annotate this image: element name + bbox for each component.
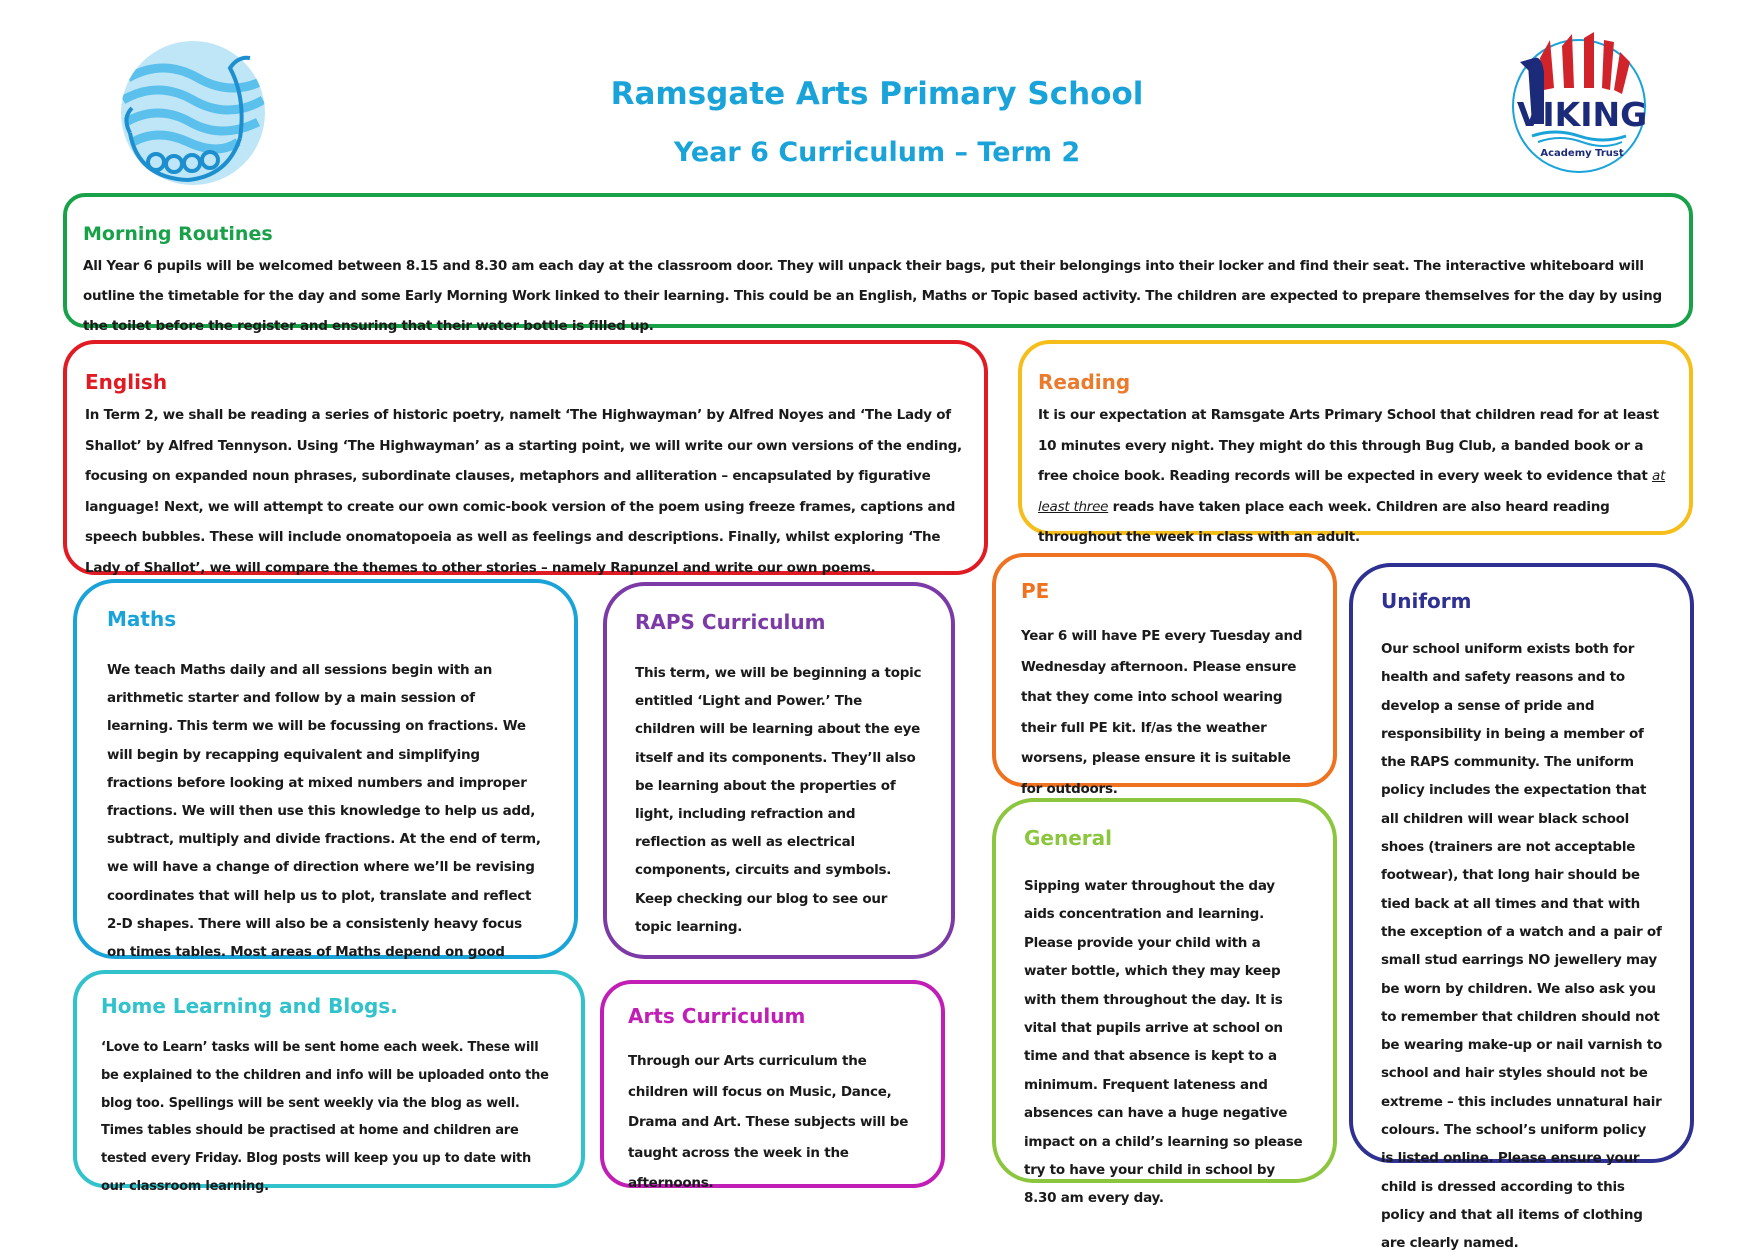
- reading-emphasis: at least three: [1038, 468, 1666, 515]
- uniform-text: Our school uniform exists both for health and safety reasons and to develop a sense of pride and responsibility in being a member of the RAPS community. The uniform policy includes the expectation that all children will wear black school shoes (trainers are not acceptable footwear), that long hair should be tied back at all times and that with the exception of a watch and a pair of small stud earrings NO jewellery may be worn by children. We also ask you to remember that children should not be wearing make-up or nail varnish to school and hair styles should not be extreme – this includes unnatural hair colours. The school’s uniform policy is listed online. Please ensure your child is dressed according to this policy and that all items of clothing are clearly named.: [1381, 641, 1662, 1252]
- general-heading: General: [1024, 826, 1112, 850]
- maths-heading: Maths: [107, 607, 177, 631]
- logo-tagline-text: Academy Trust: [1540, 148, 1624, 159]
- maths-panel: [73, 579, 578, 959]
- raps-curriculum-panel: [603, 582, 955, 959]
- arts-curriculum-heading: Arts Curriculum: [628, 1004, 806, 1028]
- morning-routines-heading: Morning Routines: [83, 223, 273, 245]
- page-subtitle: Year 6 Curriculum – Term 2: [673, 137, 1081, 168]
- morning-routines-text: All Year 6 pupils will be welcomed between 8.15 and 8.30 am each day at the classroom door. They will unpack their bags, put their belongings into their locker and find their seat. The interactive whiteboard will outline the timetable for the day and some Early Morning Work linked to their learning. This could be an English, Maths or Topic based activity. The children are expected to prepare themselves for the day by using the toilet before the register and ensuring that their water bottle is filled up.: [83, 258, 1662, 334]
- logo-brand-text: VIKING: [1516, 95, 1648, 134]
- home-learning-panel: [73, 970, 585, 1194]
- home-learning-heading: Home Learning and Blogs.: [101, 994, 398, 1018]
- reading-heading: Reading: [1038, 370, 1131, 394]
- arts-curriculum-panel: [600, 980, 945, 1191]
- home-learning-text: ‘Love to Learn’ tasks will be sent home each week. These will be explained to the children and info will be uploaded onto the blog too. Spellings will be sent weekly via the blog as well. Times tables should be practised at home and children are tested every Friday. Blog posts will keep you up to date with our classroom learning.: [101, 1040, 549, 1194]
- reading-panel: [1018, 340, 1693, 545]
- maths-text: We teach Maths daily and all sessions begin with an arithmetic starter and follow by a main session of learning. This term we will be focussing on fractions. We will begin by recapping equivalent and simplifying fractions before looking at mixed numbers and improper fractions. We will then use this knowledge to help us add, subtract, multiply and divide fractions. At the end of term, we will have a change of direction where we’ll be revising coordinates that will help us to plot, translate and reflect 2-D shapes. There will also be a consistenly heavy focus on times tables. Most areas of Maths depend on good: [107, 662, 541, 961]
- reading-text: [1038, 400, 1673, 553]
- english-heading: English: [85, 370, 168, 394]
- arts-curriculum-text: Through our Arts curriculum the children will focus on Music, Dance, Drama and Art. These subjects will be taught across the week in the afternoons.: [628, 1053, 909, 1191]
- school-name: Ramsgate Arts Primary School: [610, 76, 1144, 112]
- raps-curriculum-text: This term, we will be beginning a topic entitled ‘Light and Power.’ The children will be learning about the eye itself and its components. They’ll also be learning about the properties of light, including refraction and reflection as well as electrical components, circuits and symbols. Keep checking our blog to see our topic learning.: [635, 665, 922, 935]
- raps-curriculum-heading: RAPS Curriculum: [635, 610, 826, 634]
- general-text: Sipping water throughout the day aids concentration and learning. Please provide your child with a water bottle, which they may keep with them throughout the day. It is vital that pupils arrive at school on time and that absence is kept to a minimum. Frequent lateness and absences can have a huge negative impact on a child’s learning so please try to have your child in school by 8.30 am every day.: [1024, 878, 1303, 1207]
- general-panel: [992, 798, 1337, 1207]
- reading-text-part1: It is our expectation at Ramsgate Arts Primary School that children read for at least 10 minutes every night. They might do this through Bug Club, a banded book or a free choice book. Reading records will be expected in every week to evidence that: [1038, 407, 1659, 484]
- morning-routines-panel: [63, 193, 1693, 334]
- pe-text: Year 6 will have PE every Tuesday and Wednesday afternoon. Please ensure that they come into school wearing their full PE kit. If/as the weather worsens, please ensure it is suitable for outdoors.: [1021, 628, 1303, 797]
- pe-heading: PE: [1021, 579, 1050, 603]
- uniform-heading: Uniform: [1381, 589, 1472, 613]
- english-panel: [63, 340, 988, 575]
- pe-panel: [992, 553, 1337, 797]
- uniform-panel: [1349, 563, 1694, 1252]
- reading-text-part2: reads have taken place each week. Children are also heard reading throughout the week in class with an adult.: [1038, 498, 1610, 545]
- english-text: In Term 2, we shall be reading a series of historic poetry, namelt ‘The Highwayman’ by Alfred Noyes and ‘The Lady of Shallot’ by Alfred Tennyson. Using ‘The Highwayman’ as a starting point, we will write our own versions of the ending, focusing on expanded noun phrases, subordinate clauses, metaphors and alliteration – encapsulated by figurative language! Next, we will attempt to create our own comic-book version of the poem using freeze frames, captions and speech bubbles. These will include onomatopoeia as well as feelings and descriptions. Finally, whilst exploring ‘The Lady of Shallot’, we will compare the themes to other stories – namely Rapunzel and write our own poems.: [85, 407, 962, 576]
